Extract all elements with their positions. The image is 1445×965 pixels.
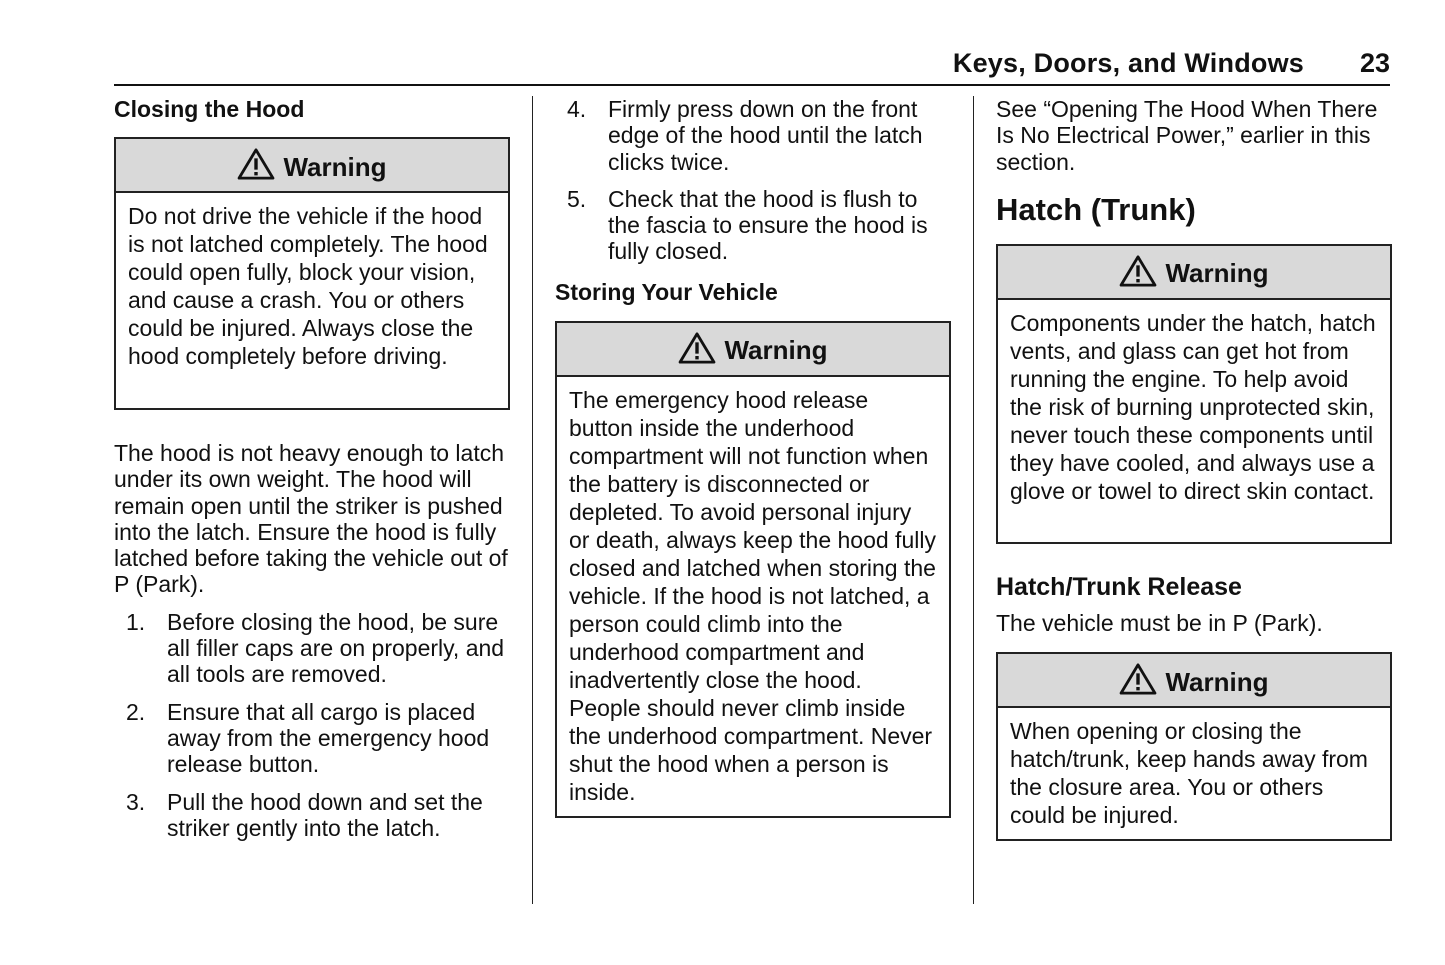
list-item xyxy=(114,699,510,778)
warning-text: The emergency hood release button inside the underhood compartment will not function when the battery is disconnected or depleted. To avoid personal injury or death, always keep the hood fully closed and latched when storing the vehicle. If the hood is not latched, a person could climb into the underhood compartment and inadvertently close the hood. People should never climb inside the underhood compartment. Never shut the hood when a person is inside. xyxy=(569,386,936,805)
subheading-closing-the-hood: Closing the Hood xyxy=(114,96,305,122)
step-list xyxy=(555,96,951,265)
step-text: Firmly press down on the front edge of the hood until the latch clicks twice. xyxy=(608,96,923,175)
step-number: 1. xyxy=(126,608,146,635)
step-text: Check that the hood is flush to the fascia to ensure the hood is fully closed. xyxy=(608,185,928,265)
column-1 xyxy=(114,94,510,841)
body-paragraph: The hood is not heavy enough to latch under its own weight. The hood will remain open until the striker is pushed into the latch. Ensure the hood is fully latched before taking the vehicle out of P (Park). xyxy=(114,440,508,598)
warning-header xyxy=(998,654,1390,708)
list-item xyxy=(555,186,951,265)
column-3 xyxy=(996,94,1392,841)
warning-box xyxy=(555,321,951,818)
warning-triangle-icon xyxy=(237,148,275,180)
step-list xyxy=(114,609,510,841)
warning-text: Components under the hatch, hatch vents, and glass can get hot from running the engine. To help avoid the risk of burning unprotected skin, never touch these components until they have cooled, and always use a glove or towel to direct skin contact. xyxy=(1010,309,1376,504)
warning-header xyxy=(116,139,508,193)
warning-header xyxy=(557,323,949,377)
warning-text: Do not drive the vehicle if the hood is not latched completely. The hood could open fully, block your vision, and cause a crash. You or others could be injured. Always close the hood completely before driving. xyxy=(128,203,488,369)
list-item xyxy=(555,96,951,175)
warning-triangle-icon xyxy=(1119,255,1157,287)
warning-label: Warning xyxy=(283,151,387,182)
warning-box xyxy=(114,137,510,410)
page-number: 23 xyxy=(1359,48,1390,78)
step-number: 4. xyxy=(567,96,587,122)
list-item xyxy=(114,609,510,688)
warning-label: Warning xyxy=(1165,258,1269,289)
warning-triangle-icon xyxy=(1119,663,1157,695)
subheading-hatch-trunk-release: Hatch/Trunk Release xyxy=(996,572,1242,601)
step-number: 2. xyxy=(126,698,146,725)
step-text: Pull the hood down and set the striker gently into the latch. xyxy=(167,788,483,841)
warning-label: Warning xyxy=(724,335,828,366)
warning-triangle-icon xyxy=(678,332,716,364)
running-header-title: Keys, Doors, and Windows xyxy=(952,48,1304,78)
list-item xyxy=(114,789,510,842)
warning-box xyxy=(996,652,1392,841)
page-header xyxy=(114,46,1390,86)
warning-header xyxy=(998,246,1390,300)
body-paragraph: See “Opening The Hood When There Is No Electrical Power,” earlier in this section. xyxy=(996,96,1378,175)
body-paragraph: The vehicle must be in P (Park). xyxy=(996,609,1323,636)
column-divider xyxy=(532,96,533,904)
step-number: 5. xyxy=(567,185,587,212)
step-text: Ensure that all cargo is placed away from the emergency hood release button. xyxy=(167,698,490,778)
subheading-storing-your-vehicle: Storing Your Vehicle xyxy=(555,278,778,305)
step-text: Before closing the hood, be sure all filler caps are on properly, and all tools are removed. xyxy=(167,608,505,688)
warning-label: Warning xyxy=(1165,666,1269,697)
warning-text: When opening or closing the hatch/trunk, keep hands away from the closure area. You or others could be injured. xyxy=(1010,718,1368,829)
column-divider xyxy=(973,96,974,904)
section-title: Hatch (Trunk) xyxy=(996,191,1196,227)
column-2 xyxy=(555,94,951,818)
step-number: 3. xyxy=(126,788,146,815)
warning-box xyxy=(996,244,1392,544)
